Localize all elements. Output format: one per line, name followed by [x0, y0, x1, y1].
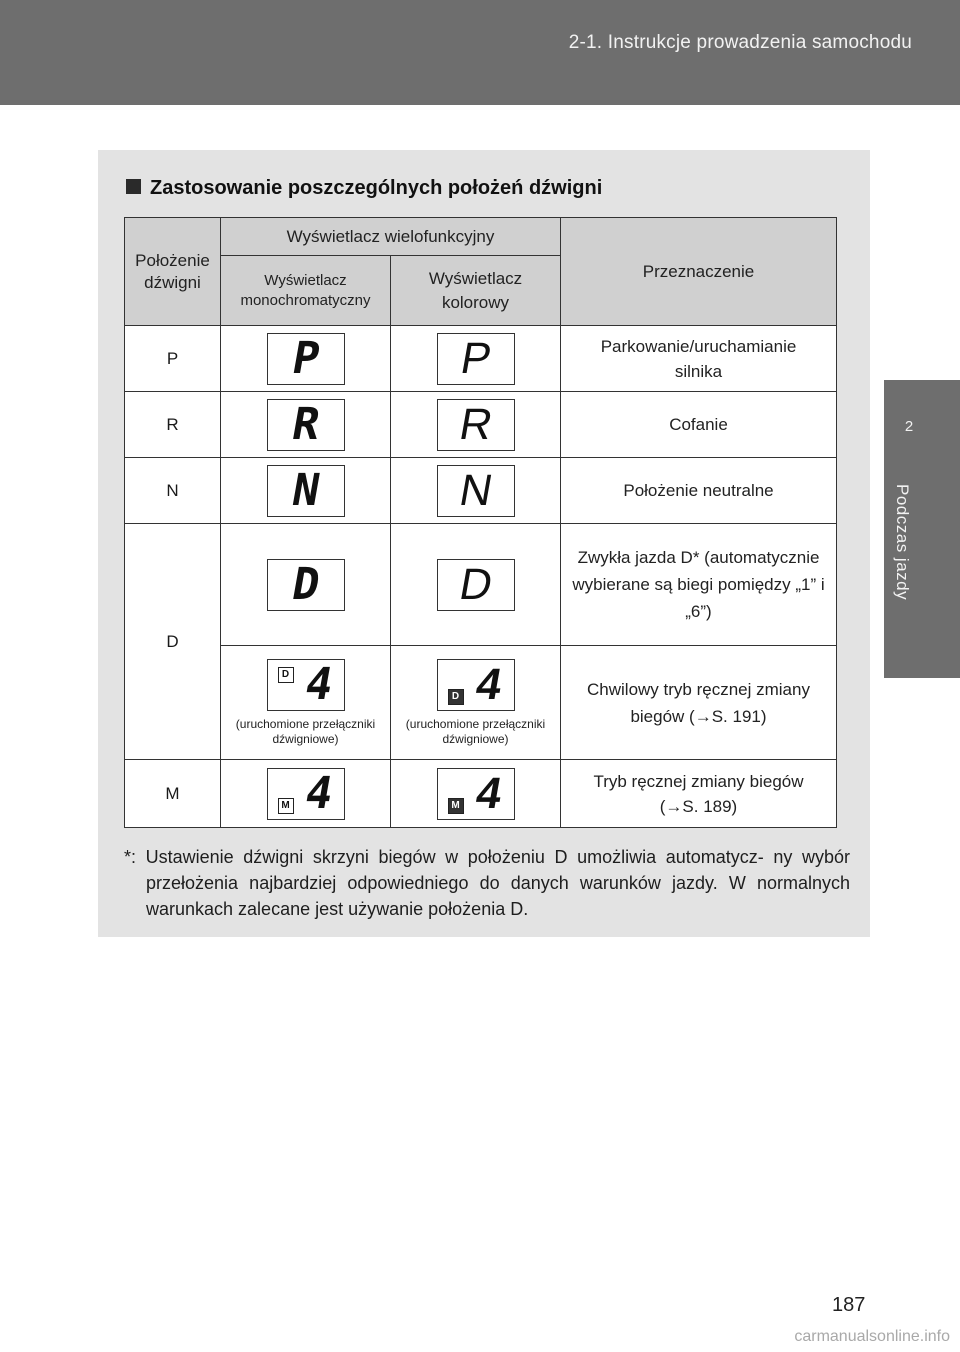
mono-display-cell	[221, 392, 391, 458]
purpose-cell: Położenie neutralne	[561, 458, 837, 524]
purpose-cell: Chwilowy tryb ręcznej zmiany biegów (→S. 191)	[561, 646, 837, 760]
header-color-display: Wyświetlacz kolorowy	[391, 256, 561, 326]
color-glyph: 4	[472, 659, 506, 709]
mono-glyph: 4	[300, 658, 337, 710]
table-row	[125, 326, 837, 392]
chapter-number: 2	[904, 418, 914, 435]
purpose-cell: Cofanie	[561, 392, 837, 458]
m-mode-icon: M	[278, 798, 294, 814]
m-mode-icon: M	[448, 798, 464, 814]
mono-indicator	[267, 399, 345, 451]
header-position: Położenie dźwigni	[125, 218, 221, 326]
d-mode-icon: D	[278, 667, 294, 683]
position-cell: P	[125, 326, 221, 392]
color-display-cell	[391, 646, 561, 760]
color-display-cell	[391, 760, 561, 828]
footnote	[124, 844, 850, 922]
mono-display-cell	[221, 326, 391, 392]
color-indicator	[437, 399, 515, 451]
mono-display-cell	[221, 458, 391, 524]
watermark: carmanualsonline.info	[794, 1328, 950, 1345]
header-band	[0, 0, 960, 105]
mono-indicator	[267, 333, 345, 385]
section-heading	[126, 177, 602, 200]
mono-indicator	[267, 659, 345, 711]
mono-display-cell	[221, 646, 391, 760]
position-cell: R	[125, 392, 221, 458]
footnote-text: *: Ustawienie dźwigni skrzyni biegów w położeniu D umożliwia automatycz- ny wybór przełożenia najbardziej odpowiedniego do danych warunków jazdy. W normalnych warunkach zalecane jest używanie położenia D.	[124, 847, 850, 919]
purpose-cell: Zwykła jazda D* (automatycznie wybierane są biegi pomiędzy „1” i „6”)	[561, 524, 837, 646]
color-display-cell	[391, 326, 561, 392]
gear-position-table	[124, 217, 837, 828]
color-caption: (uruchomione przełączniki dźwigniowe)	[405, 716, 546, 746]
mono-indicator	[267, 559, 345, 611]
section-heading-text: Zastosowanie poszczególnych położeń dźwigni	[150, 177, 603, 199]
table-row	[125, 392, 837, 458]
color-glyph: 4	[472, 768, 506, 818]
color-glyph: D	[455, 559, 496, 609]
color-display-cell	[391, 392, 561, 458]
purpose-cell: Parkowanie/uruchamianie silnika	[561, 326, 837, 392]
color-indicator	[437, 333, 515, 385]
color-indicator	[437, 659, 515, 711]
mono-indicator	[267, 465, 345, 517]
purpose-cell: Tryb ręcznej zmiany biegów (→S. 189)	[561, 760, 837, 828]
page-number: 187	[832, 1294, 866, 1316]
color-glyph: R	[455, 399, 496, 449]
table-row	[125, 524, 837, 646]
header-mono-display: Wyświetlacz monochromatyczny	[221, 256, 391, 326]
mono-glyph: 4	[300, 767, 337, 819]
position-cell: N	[125, 458, 221, 524]
color-indicator	[437, 559, 515, 611]
position-cell: M	[125, 760, 221, 828]
color-display-cell	[391, 524, 561, 646]
table-row	[125, 646, 837, 760]
color-glyph: N	[455, 465, 496, 515]
table-row	[125, 458, 837, 524]
chapter-label: Podczas jazdy	[893, 484, 912, 601]
position-cell: D	[125, 524, 221, 760]
mono-glyph: N	[287, 464, 324, 516]
header-display-group: Wyświetlacz wielofunkcyjny	[221, 218, 561, 256]
mono-display-cell	[221, 524, 391, 646]
color-indicator	[437, 465, 515, 517]
color-display-cell	[391, 458, 561, 524]
mono-glyph: R	[287, 398, 324, 450]
d-mode-icon: D	[448, 689, 464, 705]
table-row	[125, 760, 837, 828]
header-purpose: Przeznaczenie	[561, 218, 837, 326]
content-panel	[98, 150, 870, 937]
mono-display-cell	[221, 760, 391, 828]
chapter-title: 2-1. Instrukcje prowadzenia samochodu	[568, 32, 912, 53]
square-bullet-icon	[126, 179, 141, 194]
mono-caption: (uruchomione przełączniki dźwigniowe)	[235, 716, 376, 746]
mono-glyph: D	[287, 558, 324, 610]
color-indicator	[437, 768, 515, 820]
color-glyph: P	[456, 333, 495, 383]
mono-glyph: P	[287, 332, 324, 384]
chapter-side-tab	[884, 380, 960, 678]
mono-indicator	[267, 768, 345, 820]
